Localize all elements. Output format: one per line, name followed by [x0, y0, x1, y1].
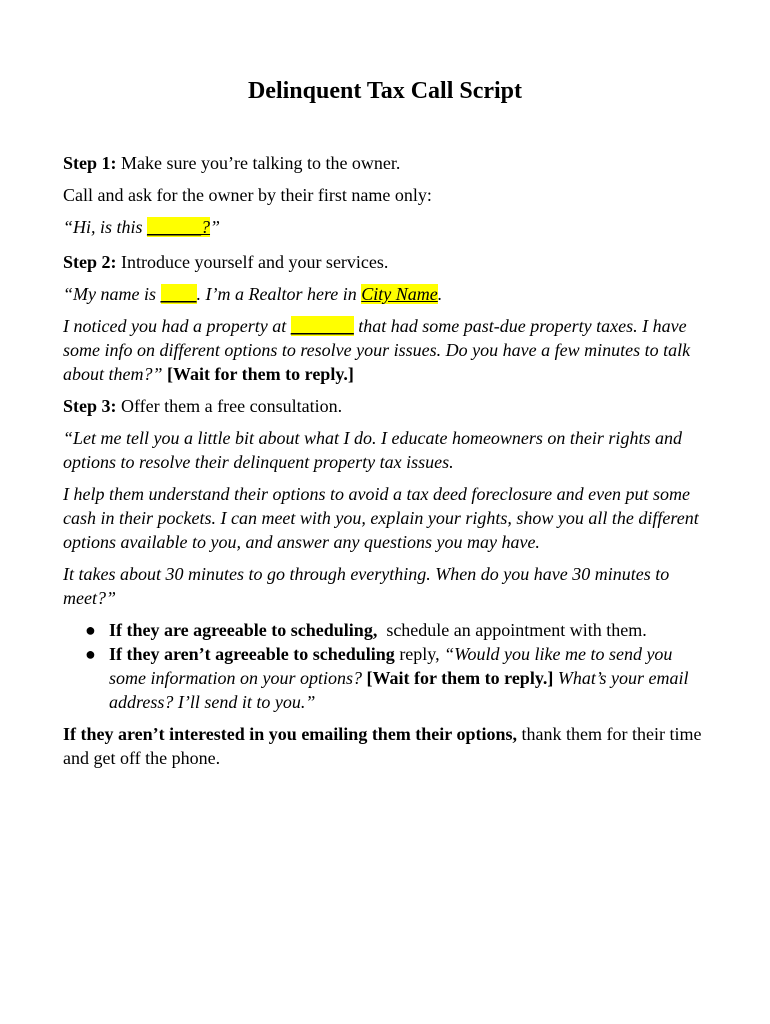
step1-label: Step 1:: [63, 153, 117, 173]
step3-label: Step 3:: [63, 396, 117, 416]
step3-paragraph-3: It takes about 30 minutes to go through everything. When do you have 30 minutes to meet?”: [63, 564, 670, 608]
step1-quote-open: “Hi, is this: [63, 217, 148, 237]
step2-line2-b: that had some past-due property taxes. I have some info on different options to resolve your issues. Do you have a few minutes to talk about them?”: [63, 316, 691, 384]
property-address-blank: _______: [290, 316, 354, 336]
closing-bold: If they aren’t interested in you emailing them their options,: [63, 724, 517, 744]
owner-name-blank: ______?: [147, 217, 211, 237]
closing-paragraph: [63, 722, 713, 770]
bullet2-bold: If they aren’t agreeable to scheduling: [109, 644, 395, 664]
step2-line1-c: .: [437, 284, 443, 304]
agent-name-blank: ____: [160, 284, 197, 304]
step1-quote-close: ”: [210, 217, 221, 237]
step2-line2-a: I noticed you had a property at: [63, 316, 291, 336]
list-item: [63, 618, 713, 642]
step2-text: Introduce yourself and your services.: [116, 252, 389, 272]
list-item: [63, 642, 713, 714]
step2-intro-line: [63, 282, 713, 306]
step2-wait-instruction: [Wait for them to reply.]: [162, 364, 354, 384]
step3-paragraph-1: “Let me tell you a little bit about what I do. I educate homeowners on their rights and options to resolve their delinquent property tax issues.: [63, 428, 682, 472]
step1-instruction: Call and ask for the owner by their first name only:: [63, 185, 432, 205]
script-body: [63, 151, 713, 770]
step3-heading: [63, 394, 713, 418]
bullet2-wait-instruction: [Wait for them to reply.]: [362, 668, 554, 688]
bullet1-bold: If they are agreeable to scheduling,: [109, 620, 378, 640]
bullet-icon: ●: [85, 620, 96, 640]
closing-text: thank them for their time and get off the phone.: [63, 724, 702, 768]
scheduling-options-list: [63, 618, 713, 714]
bullet2-italic-1: “Would you like me to send you some information on your options?: [109, 644, 673, 688]
bullet-icon: ●: [85, 644, 96, 664]
bullet2-italic-2: What’s your email address? I’ll send it to you.”: [109, 668, 689, 712]
step2-line1-b: . I’m a Realtor here in: [196, 284, 362, 304]
step1-text: Make sure you’re talking to the owner.: [116, 153, 401, 173]
city-name-blank: City Name: [361, 284, 438, 304]
step2-label: Step 2:: [63, 252, 117, 272]
step2-line1-a: “My name is: [63, 284, 161, 304]
step3-paragraph-2: I help them understand their options to avoid a tax deed foreclosure and even put some cash in their pockets. I can meet with you, explain your rights, show you all the different options available to you, and answer any questions you may have.: [63, 484, 699, 552]
bullet1-text: schedule an appointment with them.: [377, 620, 647, 640]
bullet2-text: reply,: [394, 644, 445, 664]
step1-quote: [63, 215, 713, 239]
step2-heading: [63, 250, 713, 274]
step2-property-line: [63, 314, 713, 386]
step1-heading: [63, 151, 713, 175]
document-title: Delinquent Tax Call Script: [247, 78, 523, 104]
step3-text: Offer them a free consultation.: [116, 396, 343, 416]
